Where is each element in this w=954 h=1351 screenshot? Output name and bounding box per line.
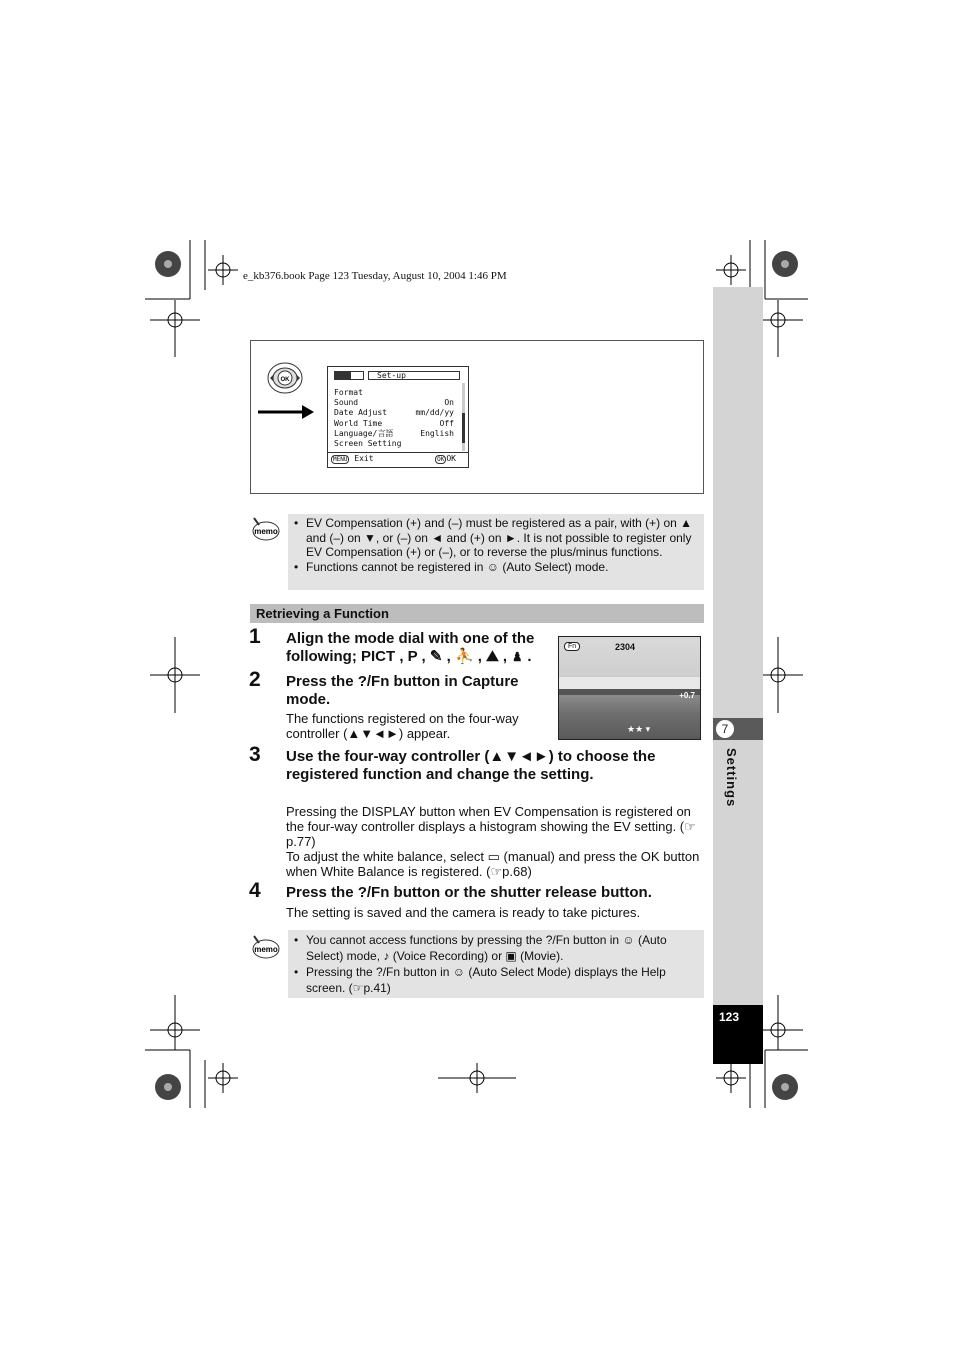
page-number: 123 — [718, 1010, 740, 1024]
step-heading: Press the ?/Fn button in Capture mode. — [286, 673, 519, 708]
step-number: 2 — [249, 668, 261, 691]
book-info-header: e_kb376.book Page 123 Tuesday, August 10, 2004 1:46 PM — [243, 270, 507, 282]
section-title: Retrieving a Function — [250, 604, 704, 623]
dial-ok-label: OK — [280, 377, 290, 383]
chapter-title: Settings — [724, 748, 739, 808]
lcd-row: Format — [334, 388, 363, 397]
step-body: The functions registered on the four-way controller (▲▼◄►) appear. — [286, 711, 519, 741]
step-number: 4 — [249, 879, 261, 902]
shot-count: 2304 — [615, 642, 636, 652]
memo-item: • Pressing the ?/Fn button in ☺ (Auto Select Mode) displays the Help screen. (☞p.41) — [306, 964, 698, 996]
lcd-footer-ok: OK OK — [437, 454, 456, 463]
side-tab — [713, 287, 763, 1064]
lcd-setup-menu — [327, 366, 469, 468]
ev-value: +0.7 — [679, 691, 695, 700]
memo-icon — [251, 934, 281, 960]
step-body: To adjust the white balance, select ▭ (manual) and press the OK button when White Balance is registered. (☞p.68) — [286, 849, 700, 879]
lcd-row: Language/言語 English — [334, 429, 454, 438]
svg-text:memo: memo — [254, 945, 278, 954]
lcd-row: Date Adjust mm/dd/yy — [334, 408, 454, 417]
chapter-number: 7 — [716, 720, 734, 738]
step-body: Pressing the DISPLAY button when EV Compensation is registered on the four-way controller displays a histogram showing the EV setting. (☞p.77) — [286, 804, 696, 849]
lcd-scrollbar — [462, 383, 465, 451]
camera-tab-icon — [334, 371, 350, 380]
memo-item: • EV Compensation (+) and (–) must be registered as a pair, with (+) on ▲ and (–) on ▼, or (–) on ◄ and (+) on ►. It is not possible to register only EV Compensation (+) or (–), or to reverse the plus/minus functions. — [306, 516, 698, 560]
step-number: 1 — [249, 625, 261, 648]
memo-note-2 — [288, 930, 704, 998]
step-heading: Use the four-way controller (▲▼◄►) to choose the registered function and change the setting. — [286, 748, 656, 783]
lcd-row: Sound On — [334, 398, 454, 407]
playback-tab-icon — [350, 371, 364, 380]
memo-item: • You cannot access functions by pressing the ?/Fn button in ☺ (Auto Select) mode, ♪ (Voice Recording) or ▣ (Movie). — [306, 932, 698, 964]
setup-tab — [368, 371, 460, 380]
svg-text:memo: memo — [254, 527, 278, 536]
memo-icon — [251, 516, 281, 542]
setup-tab-label: Set-up — [377, 371, 406, 380]
lcd-row: World Time Off — [334, 419, 454, 428]
bottom-function-icons: ★★ ▾ — [627, 724, 651, 734]
illustration-frame — [250, 340, 704, 494]
step-body: The setting is saved and the camera is ready to take pictures. — [286, 905, 641, 920]
memo-item: • Functions cannot be registered in ☺ (Auto Select) mode. — [306, 560, 698, 575]
step-heading: Align the mode dial with one of the following; PICT , P , ✎ , ⛹ , ⛰ , ♟ . — [286, 630, 535, 665]
lcd-row: Screen Setting — [334, 439, 402, 448]
step-number: 3 — [249, 743, 261, 766]
memo-note-1 — [288, 514, 704, 590]
lcd-footer-exit: MENU Exit — [333, 454, 374, 463]
fn-badge: Fn — [564, 642, 580, 651]
camera-display-photo — [558, 636, 701, 740]
step-heading: Press the ?/Fn button or the shutter release button. — [286, 884, 652, 901]
arrow-right-icon — [258, 403, 316, 421]
four-way-dial-icon — [266, 361, 304, 395]
